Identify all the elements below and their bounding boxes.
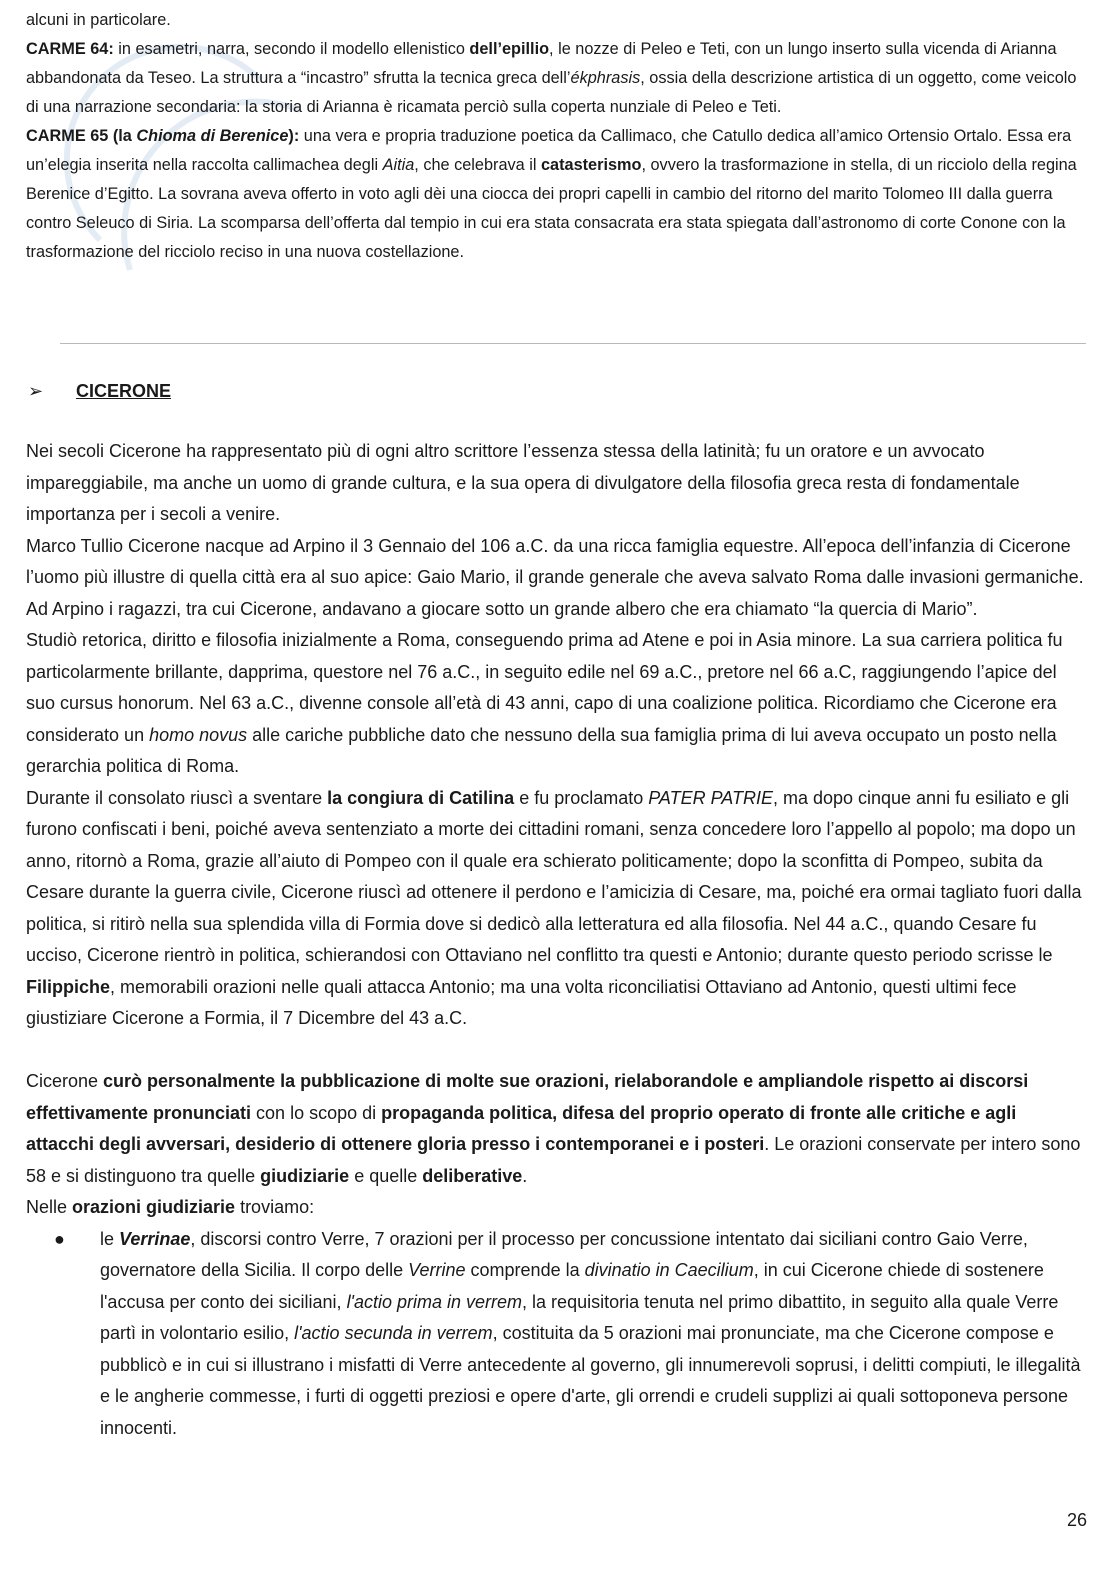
- bullet-dot-icon: ●: [54, 1228, 65, 1249]
- page-number: 26: [1066, 1510, 1087, 1530]
- carme-65-paragraph: CARME 65 (la Chioma di Berenice): una vera e propria traduzione poetica da Callimaco, che Catullo dedica all’amico Ortensio Ortalo. Essa era un’elegia inserita nella raccolta callimachea degli Aitia, che celebrava il catasterismo, ovvero la trasformazione in stella, di un ricciolo della regina Berenice d’Egitto. La sovrana aveva offerto in voto agli dèi una ciocca dei propri capelli in cambio del ritorno del marito Tolomeo III dalla guerra contro Seleuco di Siria. La scomparsa dell’offerta dal tempio in cui era stata consacrata era stata spiegata dall’astronomo di corte Conone con la trasformazione del ricciolo reciso in una nuova costellazione.: [26, 127, 1077, 261]
- paragraph-intro: Nei secoli Cicerone ha rappresentato più di ogni altro scrittore l’essenza stessa della latinità; fu un oratore e un avvocato impareggiabile, ma anche un uomo di grande cultura, e la sua opera di divulgatore della filosofia greca resta di fondamentale importanza per i secoli a venire.: [26, 441, 1020, 524]
- carme-64-paragraph: CARME 64: in esametri, narra, secondo il modello ellenistico dell’epillio, le nozze di Peleo e Teti, con un lungo inserto sulla vicenda di Arianna abbandonata da Teseo. La struttura a “incastro” sfrutta la tecnica greca dell’ékphrasis, ossia della descrizione artistica di un oggetto, come veicolo di una narrazione secondaria: la storia di Arianna è ricamata perciò sulla coperta nunziale di Peleo e Teti.: [26, 40, 1077, 116]
- paragraph-orations: Cicerone curò personalmente la pubblicazione di molte sue orazioni, rielaborandole e ampliandole rispetto ai discorsi effettivamente pronunciati con lo scopo di propaganda politica, difesa del proprio operato di fronte alle critiche e agli attacchi degli avversari, desiderio di ottenere gloria presso i contemporanei e i posteri. Le orazioni conservate per intero sono 58 e si distinguono tra quelle giudiziarie e quelle deliberative.: [26, 1071, 1081, 1186]
- intro-line: alcuni in particolare.: [26, 11, 171, 29]
- section-divider: [60, 343, 1086, 344]
- judicial-orations-list: [26, 1224, 1086, 1445]
- section-catullo-carmi: [26, 6, 1086, 267]
- paragraph-judicial-intro: Nelle orazioni giudiziarie troviamo:: [26, 1197, 315, 1217]
- list-item: ● le Verrinae, discorsi contro Verre, 7 orazioni per il processo per concussione intentato dai siciliani contro Gaio Verre, governatore della Sicilia. Il corpo delle Verrine comprende la divinatio in Caecilium, in cui Cicerone chiede di sostenere l'accusa per conto dei siciliani, l'actio prima in verrem, la requisitoria tenuta nel primo dibattito, in seguito alla quale Verre partì in volontario esilio, l'actio secunda in verrem, costituita da 5 orazioni mai pronunciate, ma che Cicerone compose e pubblicò e in cui si illustrano i misfatti di Verre antecedente al governo, gli innumerevoli soprusi, i delitti compiuti, le illegalità e le angherie commesse, i furti di oggetti preziosi e opere d'arte, gli orrendi e crudeli supplizi ai quali sottoponeva persone innocenti.: [26, 1224, 1086, 1445]
- heading-title: CICERONE: [76, 381, 172, 401]
- section-heading: [28, 381, 171, 402]
- section-cicerone-body: [26, 436, 1086, 1444]
- paragraph-career: Studiò retorica, diritto e filosofia inizialmente a Roma, conseguendo prima ad Atene e poi in Asia minore. La sua carriera politica fu particolarmente brillante, dapprima, questore nel 76 a.C., in seguito edile nel 69 a.C., pretore nel 66 a.C, raggiungendo l’apice del suo cursus honorum. Nel 63 a.C., divenne console all’età di 43 anni, capo di una coalizione politica. Ricordiamo che Cicerone era considerato un homo novus alle cariche pubbliche dato che nessuno della sua famiglia prima di lui aveva occupato un posto nella gerarchia politica di Roma.: [26, 630, 1063, 776]
- arrow-bullet-icon: ➢: [28, 381, 44, 401]
- paragraph-birth: Marco Tullio Cicerone nacque ad Arpino il 3 Gennaio del 106 a.C. da una ricca famiglia equestre. All’epoca dell’infanzia di Cicerone l’uomo più illustre di quella città era al suo apice: Gaio Mario, il grande generale che aveva salvato Roma dalle invasioni germaniche. Ad Arpino i ragazzi, tra cui Cicerone, andavano a giocare sotto un grande albero che era chiamato “la quercia di Mario”.: [26, 535, 1084, 619]
- paragraph-consulate: Durante il consolato riuscì a sventare la congiura di Catilina e fu proclamato PATER PATRIE, ma dopo cinque anni fu esiliato e gli furono confiscati i beni, poiché aveva sentenziato a morte dei cittadini romani, senza concedere loro l’appello al popolo; ma dopo un anno, ritornò a Roma, grazie all’aiuto di Pompeo con il quale era schierato politicamente; dopo la sconfitta di Pompeo, subita da Cesare durante la guerra civile, Cicerone riuscì ad ottenere il perdono e l’amicizia di Cesare, ma, poiché era ormai tagliato fuori dalla politica, si ritirò nella sua splendida villa di Formia dove si dedicò alla letteratura ed alla filosofia. Nel 44 a.C., quando Cesare fu ucciso, Cicerone rientrò in politica, schierandosi con Ottaviano nel conflitto tra questi e Antonio; durante questo periodo scrisse le Filippiche, memorabili orazioni nelle quali attacca Antonio; ma una volta riconciliatisi Ottaviano ad Antonio, questi ultimi fece giustiziare Cicerone a Formia, il 7 Dicembre del 43 a.C.: [26, 787, 1082, 1028]
